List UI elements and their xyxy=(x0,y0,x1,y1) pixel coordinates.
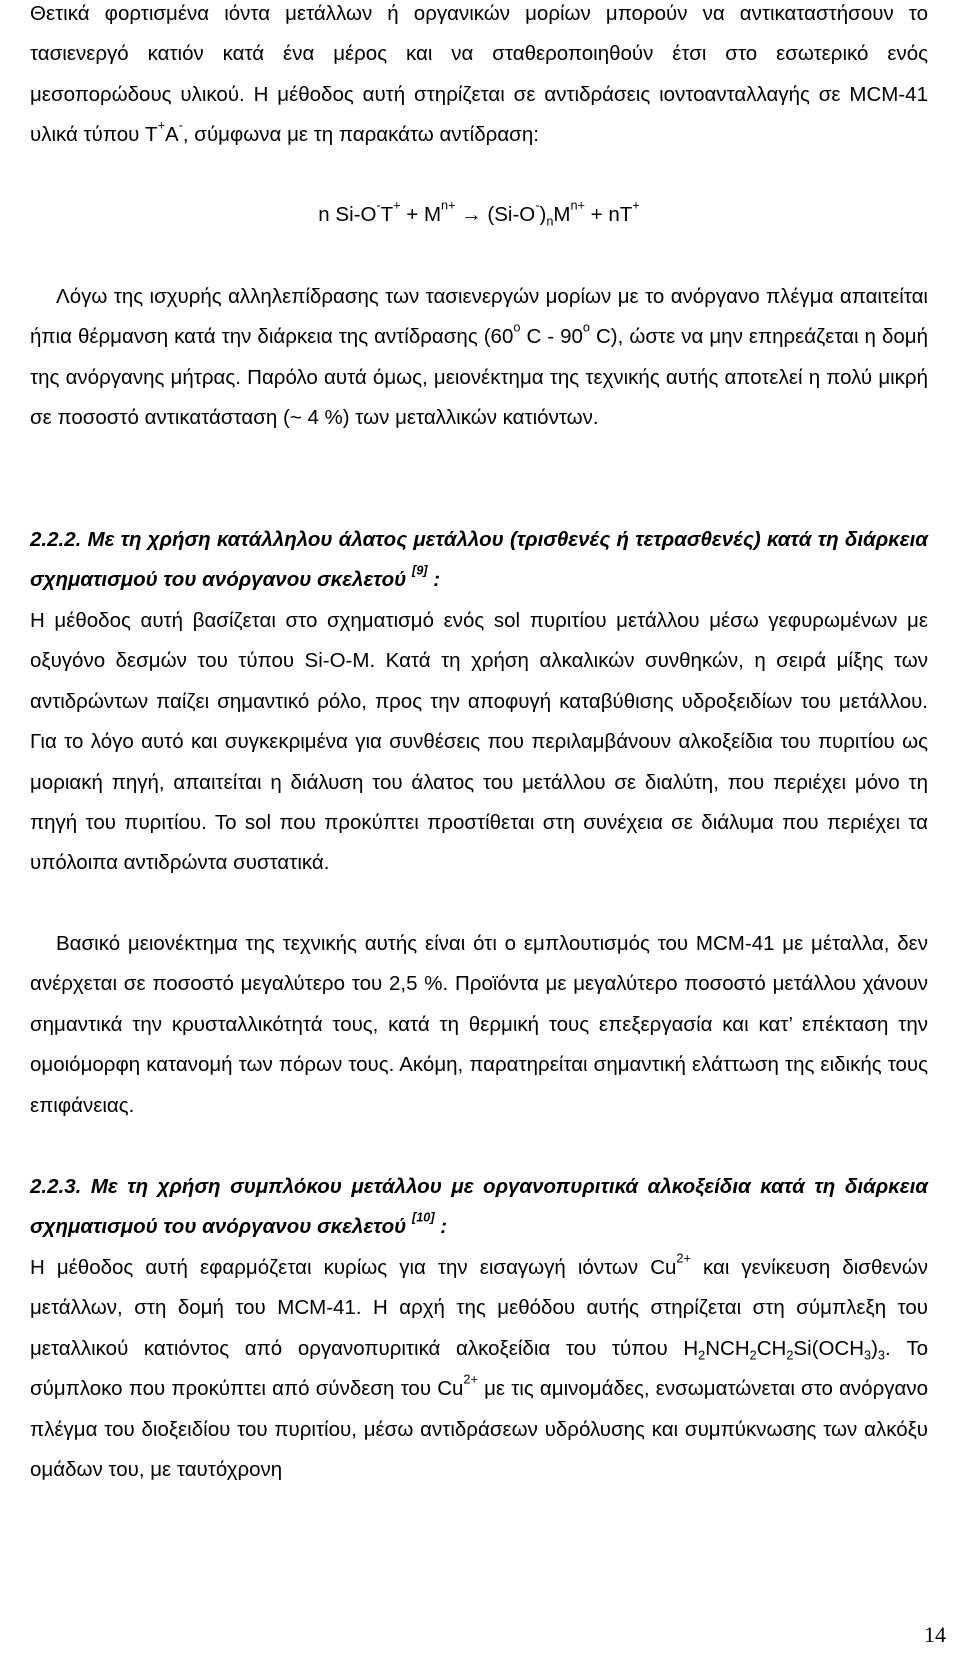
section-2-2-2-paragraph-1: Η μέθοδος αυτή βασίζεται στο σχηματισμό ενός sol πυριτίου μετάλλου μέσω γεφυρωμένων με οξυγόνο δεσμών του τύπου Si-O-M. Κατά τη χρήση αλκαλικών συνθηκών, η σειρά μίξης των αντιδρώντων παίζει σημαντικό ρόλο, προς την αποφυγή καταβύθισης υδροξειδίων του μετάλλου. Για το λόγο αυτό και συγκεκριμένα για συνθέσεις που περιλαμβάνουν αλκοξείδια του πυριτίου ως μοριακή πηγή, απαιτείται η διάλυση του άλατος του μετάλλου σε διαλύτη, που περιέχει μόνο τη πηγή του πυριτίου. Το sol που προκύπτει προστίθεται στη συνέχεια σε διάλυμα που περιέχει τα υπόλοιπα αντιδρώντα συστατικά. xyxy=(30,609,928,875)
reference-sup: [9] xyxy=(411,562,428,578)
eq-part: + nT xyxy=(584,203,633,226)
paragraph-heating xyxy=(30,277,928,439)
arrow-icon: → xyxy=(461,203,482,226)
eq-part: (Si-O xyxy=(481,203,536,226)
eq-sub: n xyxy=(546,213,554,229)
page-number: 14 xyxy=(924,1622,946,1647)
eq-part: ) xyxy=(539,203,547,226)
formula-sub: 2 xyxy=(786,1347,794,1363)
body-text: Si(OCH xyxy=(793,1336,865,1360)
eq-sup: n+ xyxy=(441,197,456,213)
superscript: + xyxy=(157,117,165,133)
body-text: και γενίκευση δισθενών μετάλλων, στη δομή του MCM-41. Η αρχή της μεθόδου αυτής στηρίζεται στη σύμπλεξη του μεταλλικού κατιόντος από οργανοπυριτικά αλκοξείδια του τύπου H xyxy=(30,1256,928,1360)
section-number: 2.2.2. xyxy=(30,528,82,551)
section-title: Με τη χρήση συμπλόκου μετάλλου με οργανοπυριτικά αλκοξείδια κατά τη διάρκεια σχηματισμού του ανόργανου σκελετού xyxy=(30,1175,928,1239)
body-text: NCH xyxy=(705,1336,750,1360)
superscript: - xyxy=(178,117,183,133)
formula-sub: 3 xyxy=(877,1347,885,1363)
body-text: ) xyxy=(871,1336,878,1360)
eq-sup: - xyxy=(535,197,540,213)
body-text: Η μέθοδος αυτή εφαρμόζεται κυρίως για την εισαγωγή ιόντων Cu xyxy=(30,1256,677,1279)
eq-part: n Si-O xyxy=(318,203,377,226)
eq-part: + M xyxy=(400,203,442,226)
degree-sup: o xyxy=(513,319,521,335)
body-text: C), ώστε να μην επηρεάζεται η δομή της ανόργανης μήτρας. Παρόλο αυτά όμως, μειονέκτημα της τεχνικής αυτής αποτελεί η πολύ μικρή σε ποσοστό αντικατάσταση (~ 4 %) των μεταλλικών κατιόντων. xyxy=(30,325,928,430)
eq-sup: + xyxy=(393,197,401,213)
formula-sub: 2 xyxy=(698,1347,706,1363)
eq-sup: + xyxy=(632,197,640,213)
intro-text: Θετικά φορτισμένα ιόντα μετάλλων ή οργανικών μορίων μπορούν να αντικαταστήσουν το τασιενεργό κατιόν κατά ένα μέρος και να σταθεροποιηθούν έτσι στο εσωτερικό ενός μεσοπορώδους υλικού. Η μέθοδος αυτή στηρίζεται σε αντιδράσεις ιοντοανταλλαγής σε MCM-41 υλικά τύπου T xyxy=(30,2,928,147)
body-text: . Το σύμπλοκο που προκύπτει από σύνδεση του Cu xyxy=(30,1336,928,1401)
intro-paragraph xyxy=(30,0,928,156)
body-text: C - 90 xyxy=(520,325,583,349)
body-text: με τις αμινομάδες, ενσωματώνεται στο ανόργανο πλέγμα του διοξειδίου του πυριτίου, μέσω αντιδράσεων υδρόλυσης και συμπύκνωσης των αλκόξυ ομάδων του, με ταυτόχρονη xyxy=(30,1377,928,1482)
formula-sub: 3 xyxy=(864,1347,872,1363)
intro-text: , σύμφωνα με τη παρακάτω αντίδραση: xyxy=(182,123,539,147)
eq-part: M xyxy=(553,203,571,226)
eq-sup: n+ xyxy=(570,197,585,213)
body-text: CH xyxy=(756,1336,787,1360)
section-2-2-3-paragraph xyxy=(30,1248,928,1490)
charge-sup: 2+ xyxy=(676,1250,691,1266)
eq-part: T xyxy=(380,203,394,226)
section-2-2-3-heading xyxy=(30,1167,928,1248)
eq-sup: - xyxy=(376,197,381,213)
body-text: Λόγω της ισχυρής αλληλεπίδρασης των τασιενεργών μορίων με το ανόργανο πλέγμα απαιτείται ήπια θέρμανση κατά την διάρκεια της αντίδρασης (60 xyxy=(30,285,928,349)
section-title: Με τη χρήση κατάλληλου άλατος μετάλλου (τρισθενές ή τετρασθενές) κατά τη διάρκεια σχηματισμού του ανόργανου σκελετού xyxy=(30,528,928,592)
intro-text: A xyxy=(164,123,179,147)
section-number: 2.2.3. xyxy=(30,1175,82,1198)
formula-sub: 2 xyxy=(749,1347,757,1363)
section-colon: : xyxy=(427,568,441,592)
section-2-2-2-heading xyxy=(30,520,928,601)
section-2-2-2-paragraph-2: Βασικό μειονέκτημα της τεχνικής αυτής είναι ότι ο εμπλουτισμός του MCM-41 με μέταλλα, δεν ανέρχεται σε ποσοστό μεγαλύτερο του 2,5 %. Προϊόντα με μεγαλύτερο ποσοστό μετάλλου χάνουν σημαντικά την κρυσταλλικότητά τους, κατά τη θερμική τους επεξεργασία και κατ’ επέκταση την ομοιόμορφη κατανομή των πόρων τους. Ακόμη, παρατηρείται σημαντική ελάττωση της ειδικής τους επιφάνειας. xyxy=(30,932,928,1117)
reference-sup: [10] xyxy=(411,1209,435,1225)
section-colon: : xyxy=(434,1215,448,1239)
degree-sup: o xyxy=(582,319,590,335)
charge-sup: 2+ xyxy=(463,1371,478,1387)
reaction-equation xyxy=(30,195,928,235)
